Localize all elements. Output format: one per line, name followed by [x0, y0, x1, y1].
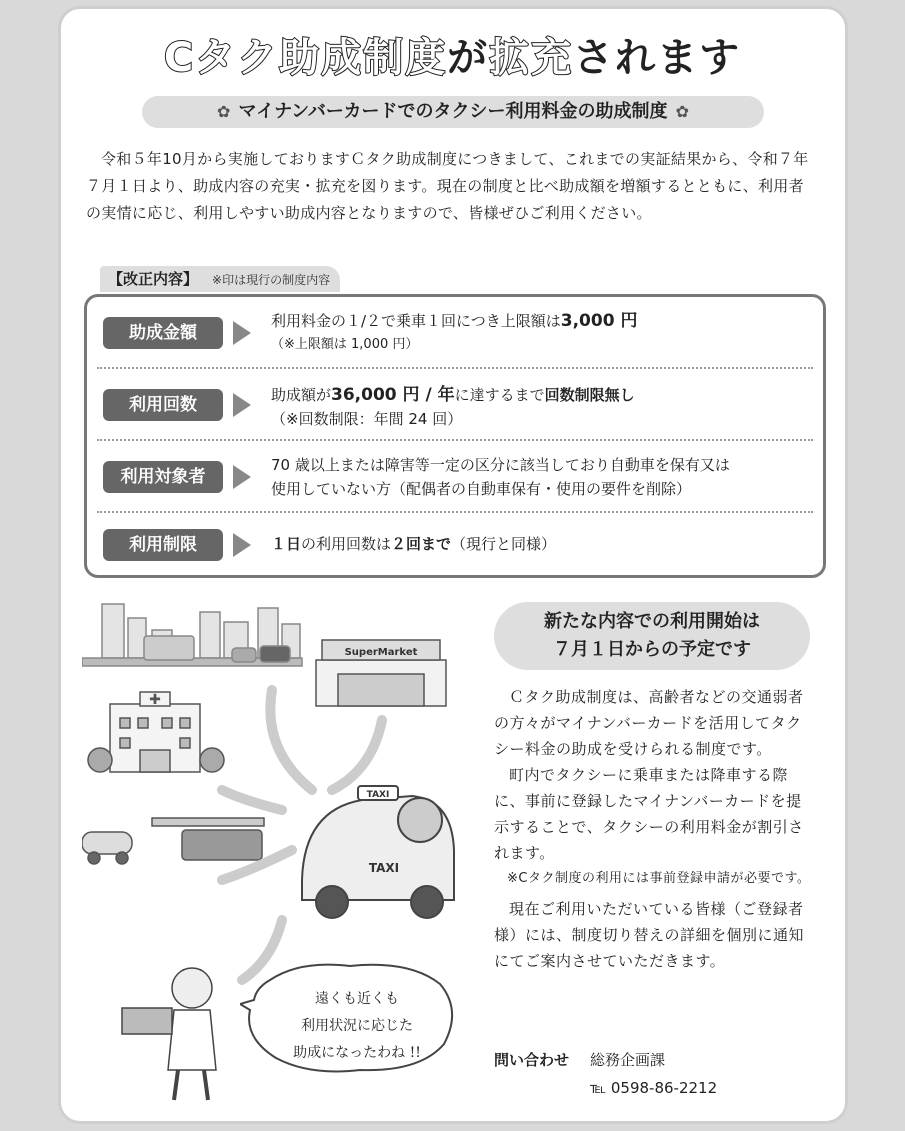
row-content [271, 309, 637, 357]
title-kakuju: 拡充 [489, 35, 574, 81]
contact-phone: ℡ 0598-86-2212 [590, 1079, 718, 1097]
row-text: （現行と同様） [451, 535, 557, 553]
row-strong: ２回まで [391, 535, 452, 553]
revision-row [87, 297, 823, 367]
description-paragraph: Ｃタク助成制度は、高齢者などの交通弱者の方々がマイナンバーカードを活用してタクシー料金の助成を受けられる制度です。 [494, 688, 804, 758]
revision-tab-note: ※印は現行の制度内容 [212, 273, 331, 287]
row-strong: 回数制限無し [544, 386, 635, 404]
taxi-door-text: TAXI [368, 861, 400, 875]
speech-text [262, 986, 452, 1067]
description-paragraph: 町内でタクシーに乗車または降車する際に、事前に登録したマイナンバーカードを提示することで、タクシーの利用料金が割引されます。 [494, 766, 804, 862]
description-paragraph: 現在ご利用いただいている皆様（ご登録者様）には、制度切り替えの詳細を個別に通知にてご案内させていただきます。 [494, 900, 805, 970]
flower-icon: ✿ [217, 102, 231, 121]
taxi-illustration [302, 786, 454, 918]
row-strong: １日 [271, 535, 302, 553]
row-text: の利用回数は [301, 535, 392, 553]
revision-row [87, 513, 823, 575]
arrow-right-icon [233, 321, 251, 345]
title-ga: が [447, 35, 490, 81]
speech-line: 利用状況に応じた [301, 1018, 413, 1034]
row-text: 助成額が [271, 386, 332, 404]
subtitle-text: マイナンバーカードでのタクシー利用料金の助成制度 [238, 101, 668, 122]
announce-line: 新たな内容での利用開始は [544, 611, 760, 632]
flower-icon: ✿ [675, 102, 689, 121]
supermarket-sign: SuperMarket [344, 647, 418, 658]
row-content [271, 532, 556, 556]
row-label: 利用制限 [103, 529, 223, 561]
subtitle-pill [142, 96, 764, 128]
row-note: （※上限額は 1,000 円） [271, 337, 419, 352]
row-text: 利用料金の１/２で乗車１回につき上限額は [271, 312, 561, 330]
revision-box [84, 294, 826, 578]
row-strong: 36,000 円 / 年 [331, 385, 455, 405]
contact-info [494, 1046, 814, 1102]
intro-text: 令和５年10月から実施しておりますＣタク助成制度につきまして、これまでの実証結果から、令和７年７月１日より、助成内容の充実・拡充を図ります。現在の制度と比べ助成額を増額するとともに、利用者の実情に応じ、利用しやすい助成内容となりますので、皆様ぜひご利用ください。 [86, 150, 809, 222]
row-text: 70 歳以上または障害等一定の区分に該当しており自動車を保有又は [271, 456, 730, 474]
row-strong: 3,000 円 [560, 311, 638, 331]
city-skyline [82, 604, 302, 666]
contact-dept: 総務企画課 [590, 1051, 666, 1069]
row-label: 助成金額 [103, 317, 223, 349]
row-text: 使用していない方（配偶者の自動車保有・使用の要件を削除） [271, 480, 692, 498]
speech-line: 助成になったわね !! [293, 1045, 421, 1061]
revision-row [87, 441, 823, 511]
row-label: 利用対象者 [103, 461, 223, 493]
arrow-right-icon [233, 465, 251, 489]
start-date-announcement [494, 602, 810, 670]
row-note: （※回数制限：年間 24 回） [271, 410, 463, 428]
row-label: 利用回数 [103, 389, 223, 421]
revision-tab-label: 【改正内容】 [108, 270, 199, 288]
hospital-cross-icon: ✚ [149, 692, 161, 708]
title-saremasu: されます [573, 35, 742, 81]
revision-row [87, 369, 823, 439]
elderly-woman [122, 968, 216, 1100]
arrow-right-icon [233, 393, 251, 417]
description-text [494, 684, 814, 974]
announce-line: ７月１日からの予定です [553, 639, 751, 660]
intro-paragraph [86, 146, 816, 227]
row-content [271, 383, 635, 431]
title-cataku: Cタク助成制度 [163, 35, 448, 81]
revision-tab [100, 266, 340, 292]
contact-label: 問い合わせ [494, 1051, 570, 1069]
taxi-roof-sign: TAXI [366, 790, 390, 800]
row-text: に達するまで [454, 386, 545, 404]
row-content [271, 453, 730, 501]
speech-line: 遠くも近くも [315, 991, 399, 1007]
arrow-right-icon [233, 533, 251, 557]
station-and-car [82, 818, 264, 864]
registration-note: ※Cタク制度の利用には事前登録申請が必要です。 [507, 871, 811, 886]
page-title [0, 34, 905, 82]
